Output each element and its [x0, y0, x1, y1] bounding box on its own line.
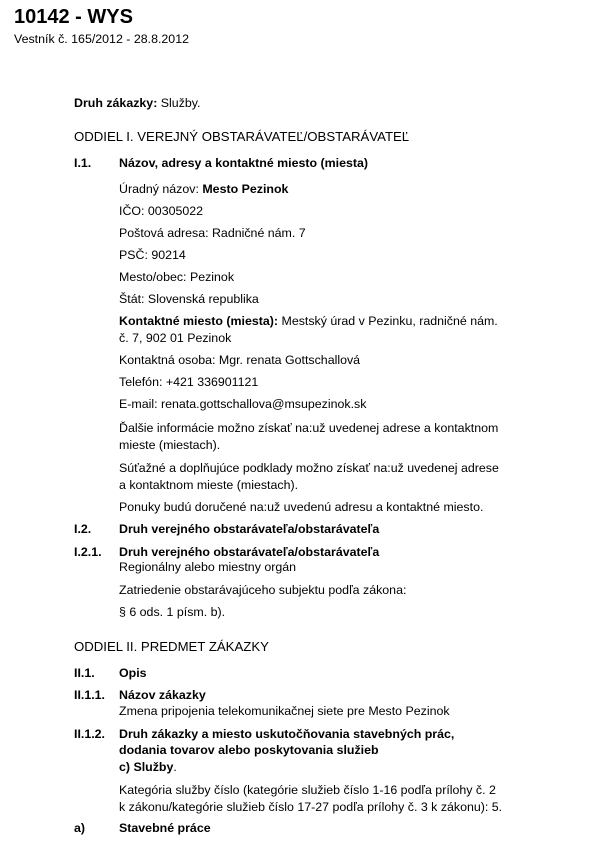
country: Štát: Slovenská republika — [119, 292, 259, 306]
documents-line-2: a kontaktnom mieste (miestach). — [119, 478, 299, 492]
contact-point-line-2: č. 7, 902 01 Pezinok — [119, 331, 232, 345]
contact-point — [119, 314, 498, 328]
official-name-label: Úradný názov: — [119, 182, 199, 196]
i21-number: I.2.1. — [74, 545, 102, 559]
authority-type: Regionálny alebo miestny orgán — [119, 560, 297, 574]
ii11-title: Názov zákazky — [119, 688, 206, 702]
service-category-line-2: k zákonu/kategórie služieb číslo 17-27 podľa prílohy č. 3 k zákonu): 5. — [119, 800, 503, 814]
classification: Zatriedenie obstarávajúceho subjektu podľa zákona: — [119, 583, 407, 597]
contract-type-label: Druh zákazky: — [74, 96, 158, 110]
contact-person: Kontaktná osoba: Mgr. renata Gottschallová — [119, 353, 361, 367]
ii12-number: II.1.2. — [74, 727, 105, 741]
i2-title: Druh verejného obstarávateľa/obstarávateľa — [119, 522, 380, 536]
city: Mesto/obec: Pezinok — [119, 270, 235, 284]
ii1-title: Opis — [119, 666, 147, 680]
contract-name: Zmena pripojenia telekomunikačnej siete pre Mesto Pezinok — [119, 704, 450, 718]
document-title: 10142 - WYS — [14, 6, 133, 28]
contract-type-value: Služby. — [160, 96, 201, 110]
section-2-heading: ODDIEL II. PREDMET ZÁKAZKY — [74, 639, 269, 654]
ii12-option — [119, 760, 177, 774]
offers-delivery: Ponuky budú doručené na:už uvedenú adresu a kontaktné miesto. — [119, 500, 484, 514]
ii11-number: II.1.1. — [74, 688, 105, 702]
ii1-number: II.1. — [74, 666, 95, 680]
further-info-line-1: Ďalšie informácie možno získať na:už uvedenej adrese a kontaktnom — [119, 421, 499, 435]
ico: IČO: 00305022 — [119, 204, 204, 218]
service-category-line-1: Kategória služby číslo (kategórie služieb číslo 1-16 podľa prílohy č. 2 — [119, 783, 496, 797]
contact-point-value: Mestský úrad v Pezinku, radničné nám. — [281, 314, 498, 328]
email: E-mail: renata.gottschallova@msupezinok.sk — [119, 397, 367, 411]
phone: Telefón: +421 336901121 — [119, 375, 259, 389]
ii12-option-value: c) Služby — [119, 760, 174, 774]
legal-paragraph: § 6 ods. 1 písm. b). — [119, 605, 226, 619]
postal-address: Poštová adresa: Radničné nám. 7 — [119, 226, 306, 240]
i21-title: Druh verejného obstarávateľa/obstarávateľa — [119, 545, 380, 559]
documents-line-1: Súťažné a doplňujúce podklady možno získať na:už uvedenej adrese — [119, 461, 499, 475]
bulletin-reference: Vestník č. 165/2012 - 28.8.2012 — [14, 32, 189, 46]
i1-title: Názov, adresy a kontaktné miesto (miesta) — [119, 156, 369, 170]
official-name-value: Mesto Pezinok — [202, 182, 289, 196]
ii12-title-line-1: Druh zákazky a miesto uskutočňovania stavebných prác, — [119, 727, 455, 741]
official-name — [119, 182, 288, 196]
further-info-line-2: mieste (miestach). — [119, 438, 221, 452]
postal-code: PSČ: 90214 — [119, 248, 186, 262]
i2-number: I.2. — [74, 522, 92, 536]
contact-point-label: Kontaktné miesto (miesta): — [119, 314, 279, 328]
ii12-title-line-2: dodania tovarov alebo poskytovania služieb — [119, 743, 379, 757]
a-title: Stavebné práce — [119, 821, 211, 835]
a-number: a) — [74, 821, 86, 835]
section-1-heading: ODDIEL I. VEREJNÝ OBSTARÁVATEĽ/OBSTARÁVATEĽ — [74, 129, 410, 144]
i1-number: I.1. — [74, 156, 92, 170]
contract-type — [74, 96, 201, 110]
ii12-option-suffix: . — [173, 760, 177, 774]
